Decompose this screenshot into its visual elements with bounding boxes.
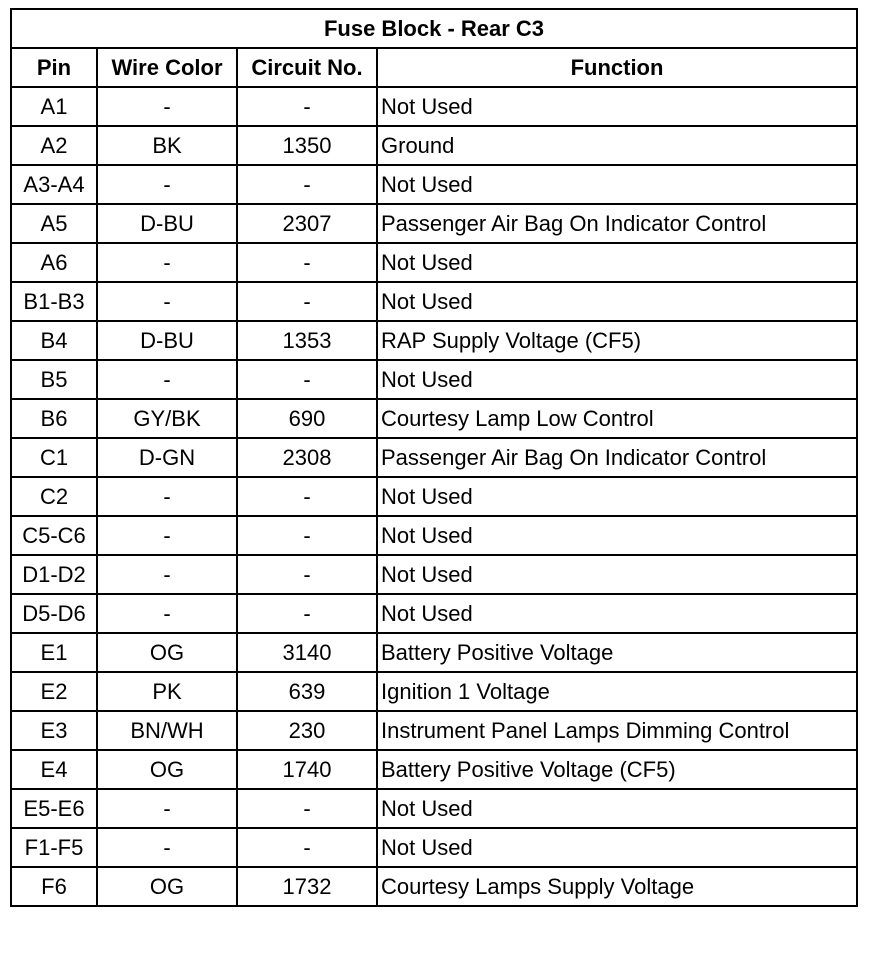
table-row <box>11 165 857 204</box>
table-row <box>11 516 857 555</box>
pin-cell: B1-B3 <box>11 282 97 321</box>
pin-cell: B4 <box>11 321 97 360</box>
wire-color-cell: - <box>97 594 237 633</box>
table-row <box>11 360 857 399</box>
connector-table-container <box>10 8 856 907</box>
function-cell: Not Used <box>377 516 857 555</box>
table-row <box>11 828 857 867</box>
table-row <box>11 594 857 633</box>
wire-color-cell: - <box>97 555 237 594</box>
table-row <box>11 243 857 282</box>
wire-color-cell: OG <box>97 867 237 906</box>
pin-cell: A3-A4 <box>11 165 97 204</box>
circuit-no-cell: - <box>237 243 377 282</box>
function-cell: Not Used <box>377 165 857 204</box>
wire-color-cell: - <box>97 828 237 867</box>
pin-cell: A2 <box>11 126 97 165</box>
function-cell: Instrument Panel Lamps Dimming Control <box>377 711 857 750</box>
wire-color-cell: - <box>97 165 237 204</box>
function-cell: Not Used <box>377 594 857 633</box>
wire-color-cell: GY/BK <box>97 399 237 438</box>
function-cell: Not Used <box>377 282 857 321</box>
table-row <box>11 87 857 126</box>
wire-color-cell: D-GN <box>97 438 237 477</box>
function-cell: Ground <box>377 126 857 165</box>
pin-cell: A6 <box>11 243 97 282</box>
function-cell: Passenger Air Bag On Indicator Control <box>377 438 857 477</box>
table-row <box>11 555 857 594</box>
wire-color-cell: PK <box>97 672 237 711</box>
function-cell: Courtesy Lamp Low Control <box>377 399 857 438</box>
table-row <box>11 789 857 828</box>
pin-cell: E5-E6 <box>11 789 97 828</box>
circuit-no-cell: - <box>237 789 377 828</box>
function-cell: RAP Supply Voltage (CF5) <box>377 321 857 360</box>
pin-cell: B6 <box>11 399 97 438</box>
pin-cell: D5-D6 <box>11 594 97 633</box>
circuit-no-cell: - <box>237 828 377 867</box>
wire-color-cell: - <box>97 516 237 555</box>
wire-color-cell: BN/WH <box>97 711 237 750</box>
pin-cell: E1 <box>11 633 97 672</box>
pin-cell: C5-C6 <box>11 516 97 555</box>
pin-cell: E2 <box>11 672 97 711</box>
circuit-no-cell: 3140 <box>237 633 377 672</box>
circuit-no-cell: 1353 <box>237 321 377 360</box>
wire-color-cell: D-BU <box>97 321 237 360</box>
wire-color-cell: - <box>97 282 237 321</box>
table-row <box>11 399 857 438</box>
connector-pinout-table <box>10 8 858 907</box>
function-cell: Not Used <box>377 477 857 516</box>
wire-color-cell: - <box>97 789 237 828</box>
pin-cell: D1-D2 <box>11 555 97 594</box>
circuit-no-cell: - <box>237 360 377 399</box>
wire-color-cell: OG <box>97 750 237 789</box>
table-row <box>11 204 857 243</box>
circuit-no-cell: - <box>237 87 377 126</box>
function-cell: Not Used <box>377 243 857 282</box>
header-row <box>11 48 857 87</box>
pin-cell: B5 <box>11 360 97 399</box>
table-row <box>11 477 857 516</box>
function-cell: Not Used <box>377 828 857 867</box>
wire-color-cell: - <box>97 243 237 282</box>
circuit-no-cell: 230 <box>237 711 377 750</box>
table-row <box>11 750 857 789</box>
wire-color-cell: OG <box>97 633 237 672</box>
circuit-no-cell: 690 <box>237 399 377 438</box>
circuit-no-cell: - <box>237 477 377 516</box>
pin-cell: C2 <box>11 477 97 516</box>
header-pin: Pin <box>11 48 97 87</box>
function-cell: Courtesy Lamps Supply Voltage <box>377 867 857 906</box>
circuit-no-cell: 1350 <box>237 126 377 165</box>
table-body <box>11 87 857 906</box>
wire-color-cell: - <box>97 477 237 516</box>
header-wire-color: Wire Color <box>97 48 237 87</box>
table-row <box>11 282 857 321</box>
pin-cell: F1-F5 <box>11 828 97 867</box>
table-row <box>11 867 857 906</box>
function-cell: Not Used <box>377 789 857 828</box>
circuit-no-cell: 2307 <box>237 204 377 243</box>
circuit-no-cell: 639 <box>237 672 377 711</box>
circuit-no-cell: 1740 <box>237 750 377 789</box>
pin-cell: E3 <box>11 711 97 750</box>
pin-cell: A1 <box>11 87 97 126</box>
function-cell: Not Used <box>377 555 857 594</box>
pin-cell: E4 <box>11 750 97 789</box>
pin-cell: A5 <box>11 204 97 243</box>
circuit-no-cell: - <box>237 165 377 204</box>
wire-color-cell: - <box>97 360 237 399</box>
circuit-no-cell: - <box>237 516 377 555</box>
function-cell: Passenger Air Bag On Indicator Control <box>377 204 857 243</box>
table-row <box>11 321 857 360</box>
wire-color-cell: D-BU <box>97 204 237 243</box>
table-title: Fuse Block - Rear C3 <box>11 9 857 48</box>
function-cell: Not Used <box>377 87 857 126</box>
circuit-no-cell: - <box>237 282 377 321</box>
header-function: Function <box>377 48 857 87</box>
table-row <box>11 711 857 750</box>
table-row <box>11 633 857 672</box>
function-cell: Ignition 1 Voltage <box>377 672 857 711</box>
circuit-no-cell: - <box>237 594 377 633</box>
pin-cell: C1 <box>11 438 97 477</box>
table-row <box>11 672 857 711</box>
function-cell: Battery Positive Voltage (CF5) <box>377 750 857 789</box>
function-cell: Not Used <box>377 360 857 399</box>
pin-cell: F6 <box>11 867 97 906</box>
circuit-no-cell: 2308 <box>237 438 377 477</box>
header-circuit-no: Circuit No. <box>237 48 377 87</box>
circuit-no-cell: - <box>237 555 377 594</box>
wire-color-cell: - <box>97 87 237 126</box>
title-row <box>11 9 857 48</box>
table-row <box>11 126 857 165</box>
function-cell: Battery Positive Voltage <box>377 633 857 672</box>
table-row <box>11 438 857 477</box>
wire-color-cell: BK <box>97 126 237 165</box>
circuit-no-cell: 1732 <box>237 867 377 906</box>
